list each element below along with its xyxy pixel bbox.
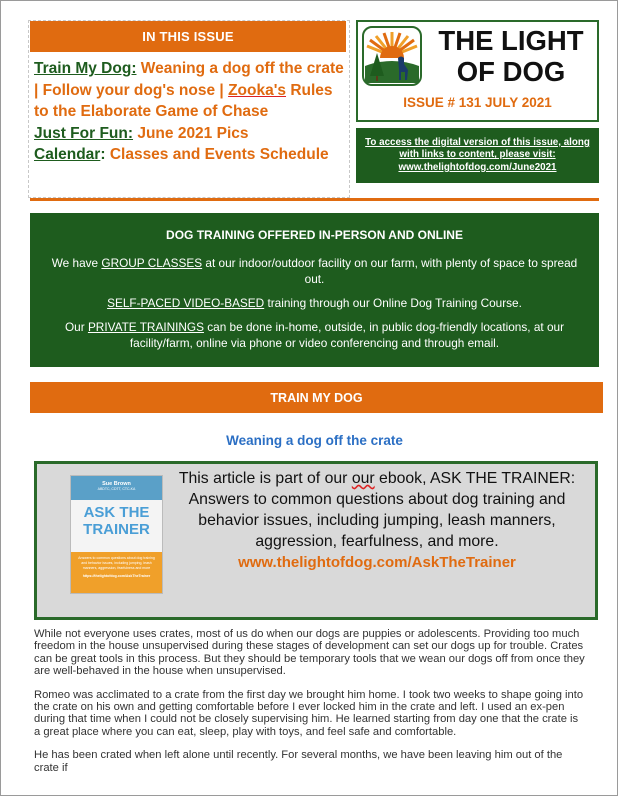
video-course-link[interactable]: SELF-PACED VIDEO-BASED <box>107 296 265 310</box>
promo-text-post: ebook, ASK THE TRAINER: Answers to common questions about dog training and behavior issues, including jumping, leash manners, aggression, fearfulness, and more. <box>188 470 576 550</box>
ebook-cover-url: https://thelightofdog.com/AskTheTrainer <box>82 574 151 578</box>
training-title: DOG TRAINING OFFERED IN-PERSON AND ONLINE <box>166 228 463 242</box>
contents-topic-calendar: Classes and Events Schedule <box>105 146 329 163</box>
masthead <box>356 20 599 122</box>
masthead-title: THE LIGHT OF DOG <box>438 25 584 87</box>
contents-category-separator: : <box>100 146 106 163</box>
ebook-promo-text <box>175 468 579 573</box>
group-classes-link[interactable]: GROUP CLASSES <box>101 256 203 270</box>
video-course-post: training through our Online Dog Training Course. <box>264 296 522 310</box>
private-training-pre: Our <box>64 320 88 334</box>
digital-access-link[interactable]: www.thelightofdog.com/June2021 <box>398 161 557 173</box>
ebook-credentials: ABDTC, CDTT, CTC-KA <box>97 487 136 491</box>
ebook-cover-title: ASK THE TRAINER <box>83 504 150 538</box>
promo-text-duplicate-word: our <box>351 470 375 487</box>
digital-access-box[interactable] <box>356 128 599 183</box>
contents-topic-train-a: Weaning a dog off the crate | Follow your dog's nose | <box>34 60 344 99</box>
article-paragraph: He has been crated when left alone until recently. For several months, we have been leaving him out of the crate if <box>34 749 563 774</box>
contents-item-calendar[interactable] <box>34 144 348 166</box>
train-my-dog-banner: TRAIN MY DOG <box>30 382 603 413</box>
private-training-post: can be done in-home, outside, in public dog-friendly locations, at our facility/farm, online via phone or video conferencing and through email. <box>129 320 564 350</box>
ebook-description: Answers to common questions about dog training and behavior issues, including jumping, leash manners, aggression, fearfulness and more <box>78 556 155 570</box>
contents-item-train-my-dog[interactable] <box>34 58 348 123</box>
issue-number: ISSUE # 131 JULY 2021 <box>403 95 552 110</box>
contents-category-fun[interactable]: Just For Fun: <box>34 124 134 142</box>
promo-text-pre: This article is part of our <box>178 470 352 487</box>
contents-topic-fun: June 2021 Pics <box>133 124 249 142</box>
issue-banner: IN THIS ISSUE <box>30 21 346 52</box>
section-divider <box>30 198 599 201</box>
training-offered-panel <box>30 213 599 367</box>
ebook-cover-header <box>71 476 162 500</box>
ebook-cover[interactable] <box>70 475 163 594</box>
ebook-promo-box <box>34 461 598 620</box>
article-paragraph: While not everyone uses crates, most of us do when our dogs are puppies or adolescents. Providing too much freedom in the house unsupervised during these stages of development can set our dogs up for trouble. Crates can be great tools in this process. But they should be temporary tools that we wean our dogs off from once they are well-behaved in the house when unsupervised. <box>34 628 585 678</box>
article-paragraph: Romeo was acclimated to a crate from the first day we brought him home. I took two weeks to shape going into the crate on his own and getting comfortable before I ever locked him in the crate and left. I used an ex-pen during that time when I could not be closely supervising him. He learned starting from day one that the crate is a great place where you can eat, sleep, play with toys, and feel safe and comfortable. <box>34 688 584 738</box>
article-body <box>34 628 586 785</box>
contents-item-just-for-fun[interactable] <box>34 123 348 145</box>
digital-access-text: To access the digital version of this issue, along with links to content, please visit: <box>365 136 590 161</box>
ebook-link[interactable]: www.thelightofdog.com/AskTheTrainer <box>238 554 516 571</box>
contents-topic-train-b: Rules to the Elaborate Game of Chase <box>34 81 333 120</box>
group-classes-paragraph <box>46 255 583 287</box>
private-training-link[interactable]: PRIVATE TRAININGS <box>87 320 204 334</box>
contents-list <box>34 58 348 166</box>
group-classes-pre: We have <box>51 256 102 270</box>
private-training-paragraph <box>46 319 583 351</box>
ebook-author: Sue Brown <box>102 481 131 487</box>
group-classes-post: at our indoor/outdoor facility on our farm, with plenty of space to spread out. <box>202 256 578 286</box>
contents-category-calendar[interactable]: Calendar <box>34 146 101 163</box>
article-title: Weaning a dog off the crate <box>226 433 403 448</box>
ebook-cover-footer <box>71 552 162 593</box>
contents-category-train[interactable]: Train My Dog: <box>34 60 137 77</box>
contents-topic-zooka: Zooka's <box>228 81 287 99</box>
sunrise-dog-logo-icon <box>362 26 422 86</box>
video-course-paragraph <box>46 295 583 311</box>
